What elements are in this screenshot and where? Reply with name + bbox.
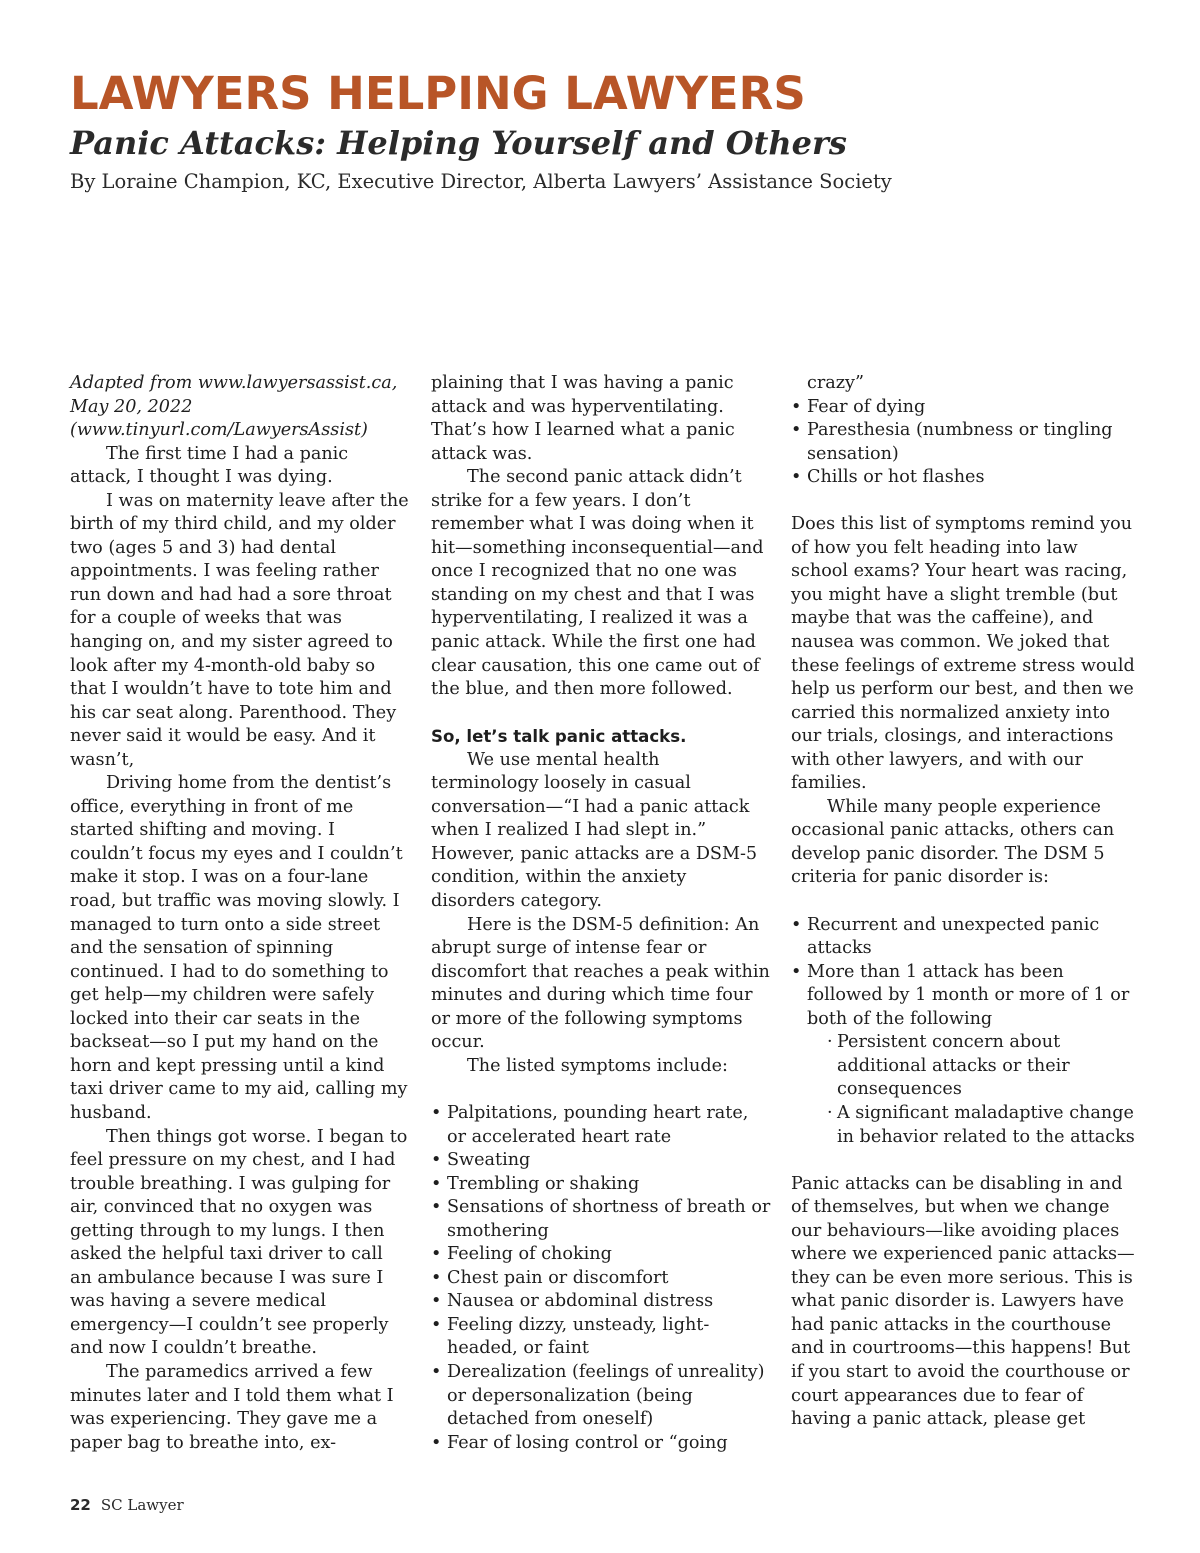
criteria-list: [791, 914, 1136, 1032]
list-item: • Derealization (feelings of unreality) or depersonalization (being detached from oneself): [431, 1361, 771, 1432]
list-item-continued: crazy”: [807, 373, 864, 393]
list-item: • Nausea or abdominal distress: [431, 1290, 771, 1314]
paragraph: plaining that I was having a panic attack and was hyperventilating. That’s how I learned what a panic attack was.: [431, 373, 735, 464]
column-1: [70, 372, 410, 1455]
list-item: • Feeling dizzy, unsteady, light-headed, or faint: [431, 1314, 771, 1361]
list-item: • Paresthesia (numbness or tingling sensation): [791, 419, 1136, 466]
paragraph: We use mental health terminology loosely in casual conversation—“I had a panic attack when I realized I had slept in.” However, panic attacks are a DSM-5 condition, within the anxiety disorders category.: [431, 749, 758, 912]
list-item: • Sweating: [431, 1149, 771, 1173]
subcriteria-list: [791, 1031, 1136, 1149]
list-item: · A significant maladaptive change in behavior related to the attacks: [791, 1102, 1136, 1149]
paragraph: The paramedics arrived a few minutes later and I told them what I was experiencing. They gave me a paper bag to breathe into, ex-: [70, 1361, 394, 1453]
list-item: • Sensations of shortness of breath or smothering: [431, 1196, 771, 1243]
paragraph: Driving home from the dentist’s office, everything in front of me started shifting and moving. I couldn’t focus my eyes and I couldn’t make it stop. I was on a four-lane road, but traffic was moving slowly. I managed to turn onto a side street and the sensation of spinning continued. I had to do something to get help—my children were safely locked into their car seats in the backseat—so I put my hand on the horn and kept pressing until a kind taxi driver came to my aid, calling my husband.: [70, 773, 408, 1123]
list-item: • More than 1 attack has been followed by 1 month or more of 1 or both of the following: [791, 961, 1136, 1032]
list-item: • Fear of losing control or “going: [431, 1432, 771, 1456]
list-item: • Fear of dying: [791, 396, 1136, 420]
column-3: [791, 372, 1136, 1432]
paragraph: The first time I had a panic attack, I thought I was dying.: [70, 443, 349, 488]
list-item: • Recurrent and unexpected panic attacks: [791, 914, 1136, 961]
publication-name: SC Lawyer: [100, 1496, 184, 1514]
list-item: • Trembling or shaking: [431, 1173, 771, 1197]
paragraph: The listed symptoms include:: [467, 1055, 728, 1076]
page-number: 22: [70, 1496, 91, 1514]
article-byline: By Loraine Champion, KC, Executive Director, Alberta Lawyers’ Assistance Society: [70, 170, 892, 193]
paragraph: While many people experience occasional panic attacks, others can develop panic disorder. The DSM 5 criteria for panic disorder is:: [791, 796, 1115, 888]
page-footer: [70, 1496, 184, 1514]
list-item: · Persistent concern about additional attacks or their consequences: [791, 1031, 1136, 1102]
source-note: Adapted from www.lawyersassist.ca, May 20, 2022 (www.tinyurl.com/LawyersAssist): [70, 373, 398, 441]
paragraph: Then things got worse. I began to feel pressure on my chest, and I had trouble breathing. I was gulping for air, convinced that no oxygen was getting through to my lungs. I then asked the helpful taxi driver to call an ambulance because I was sure I was having a severe medical emergency—I couldn’t see properly and now I couldn’t breathe.: [70, 1126, 408, 1359]
list-item: • Palpitations, pounding heart rate, or accelerated heart rate: [431, 1102, 771, 1149]
list-item: • Feeling of choking: [431, 1243, 771, 1267]
paragraph: The second panic attack didn’t strike for a few years. I don’t remember what I was doing when it hit—something inconsequential—and once I recognized that no one was standing on my chest and that I was hyperventilating, I realized it was a panic attack. While the first one had clear causation, this one came out of the blue, and then more followed.: [431, 467, 764, 700]
list-item: • Chest pain or discomfort: [431, 1267, 771, 1291]
paragraph: Panic attacks can be disabling in and of themselves, but when we change our behaviours—like avoiding places where we experienced panic attacks—they can be even more serious. This is what panic disorder is. Lawyers have had panic attacks in the courthouse and in courtrooms—this happens! But if you start to avoid the courthouse or court appearances due to fear of having a panic attack, please get: [791, 1173, 1135, 1430]
article-title: LAWYERS HELPING LAWYERS: [70, 67, 806, 120]
list-item: • Chills or hot flashes: [791, 466, 1136, 490]
section-heading: So, let’s talk panic attacks.: [431, 727, 687, 747]
symptom-list-continued: [791, 396, 1136, 490]
paragraph: I was on maternity leave after the birth of my third child, and my older two (ages 5 and 3) had dental appointments. I was feeling rather run down and had had a sore throat for a couple of weeks that was hanging on, and my sister agreed to look after my 4-month-old baby so that I wouldn’t have to tote him and his car seat along. Parenthood. They never said it would be easy. And it wasn’t,: [70, 490, 409, 770]
symptom-list: [431, 1102, 771, 1455]
column-2: [431, 372, 771, 1455]
paragraph: Here is the DSM-5 definition: An abrupt surge of intense fear or discomfort that reaches a peak within minutes and during which time four or more of the following symptoms occur.: [431, 914, 770, 1053]
paragraph: Does this list of symptoms remind you of how you felt heading into law school exams? Your heart was racing, you might have a slight tremble (but maybe that was the caffeine), and nausea was common. We joked that these feelings of extreme stress would help us perform our best, and then we carried this normalized anxiety into our trials, closings, and interactions with other lawyers, and with our families.: [791, 514, 1135, 794]
article-subtitle: Panic Attacks: Helping Yourself and Others: [70, 124, 847, 162]
